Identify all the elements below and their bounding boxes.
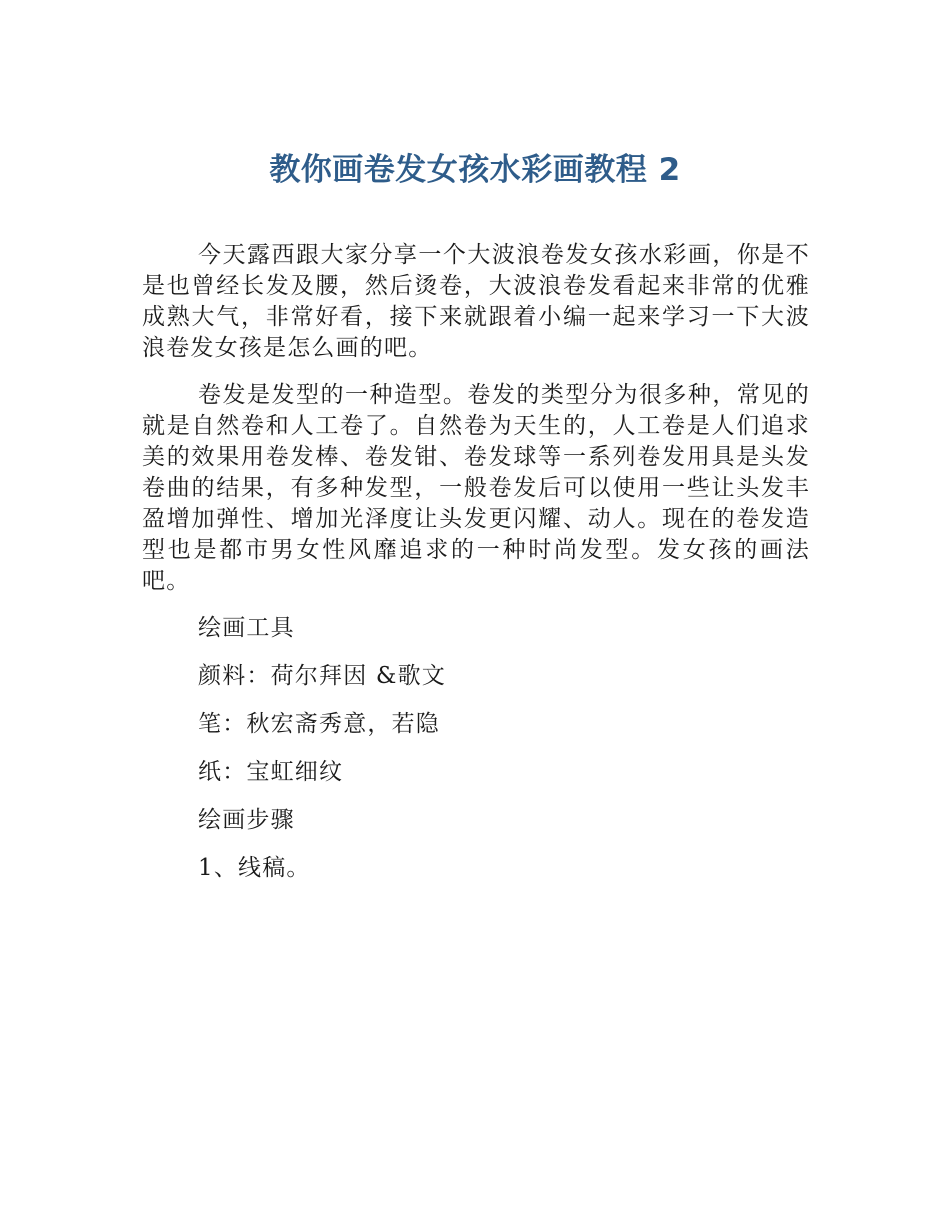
document-title: 教你画卷发女孩水彩画教程 2 bbox=[269, 152, 681, 188]
intro-paragraph: 今天露西跟大家分享一个大波浪卷发女孩水彩画，你是不是也曾经长发及腰，然后烫卷，大波浪卷发看起来非常的优雅成熟大气，非常好看，接下来就跟着小编一起来学习一下大波浪卷发女孩是怎么画的吧。 bbox=[142, 242, 810, 361]
steps-heading: 绘画步骤 bbox=[198, 807, 295, 833]
curly-hair-paragraph: 卷发是发型的一种造型。卷发的类型分为很多种，常见的就是自然卷和人工卷了。自然卷为天生的，人工卷是人们追求美的效果用卷发棒、卷发钳、卷发球等一系列卷发用具是头发卷曲的结果，有多种发型，一般卷发后可以使用一些让头发丰盈增加弹性、增加光泽度让头发更闪耀、动人。现在的卷发造型也是都市男女性风靡追求的一种时尚发型。发女孩的画法吧。 bbox=[142, 382, 810, 594]
paper-line: 纸：宝虹细纹 bbox=[198, 759, 344, 785]
brush-line: 笔：秋宏斋秀意，若隐 bbox=[198, 711, 440, 737]
tools-heading: 绘画工具 bbox=[198, 615, 295, 641]
paint-line: 颜料：荷尔拜因 &歌文 bbox=[198, 663, 446, 689]
step-1-line: 1、线稿。 bbox=[198, 855, 311, 881]
document-body bbox=[142, 240, 810, 901]
